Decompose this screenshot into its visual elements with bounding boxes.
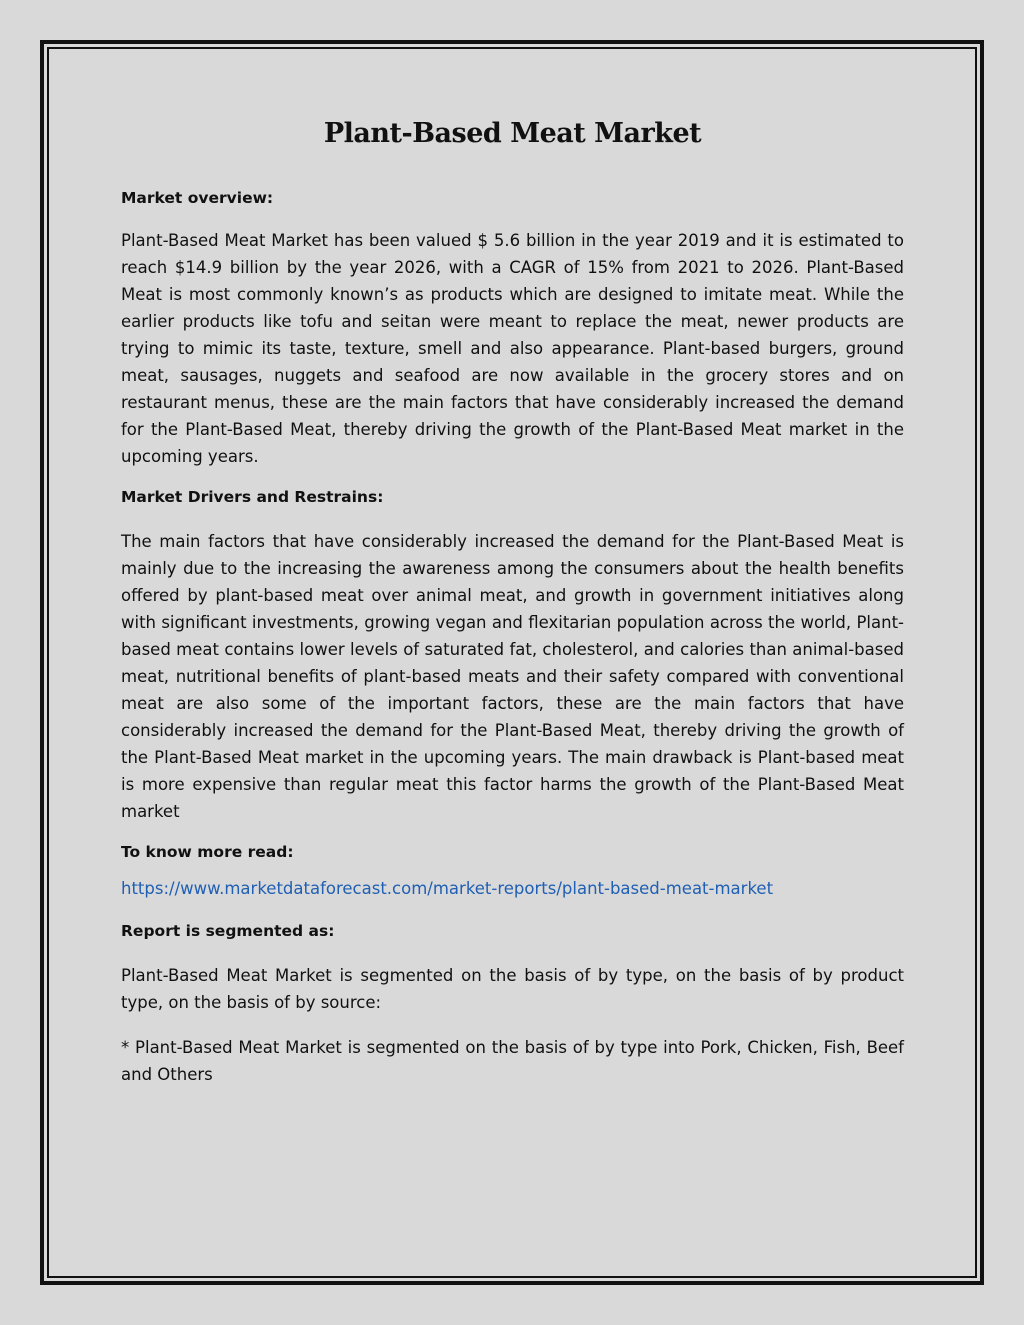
report-link[interactable]: https://www.marketdataforecast.com/market-reports/plant-based-meat-market <box>121 879 774 898</box>
section-heading-drivers: Market Drivers and Restrains: <box>121 488 384 506</box>
section-heading-segmentation: Report is segmented as: <box>121 922 335 940</box>
drivers-paragraph: The main factors that have considerably increased the demand for the Plant-Based Meat is mainly due to the increasing the awareness among the consumers about the health benefits offered by plant-based meat over animal meat, and growth in government initiatives along with significant investments, growing vegan and flexitarian population across the world, Plant-based meat contains lower levels of saturated fat, cholesterol, and calories than animal-based meat, nutritional benefits of plant-based meats and their safety compared with conventional meat are also some of the important factors, these are the main factors that have considerably increased the demand for the Plant-Based Meat, thereby driving the growth of the Plant-Based Meat market in the upcoming years. The main drawback is Plant-based meat is more expensive than regular meat this factor harms the growth of the Plant-Based Meat market <box>121 532 904 821</box>
section-heading-overview: Market overview: <box>121 189 274 207</box>
segmentation-bullet: * Plant-Based Meat Market is segmented on the basis of by type into Pork, Chicken, Fish, Beef and Others <box>121 1038 904 1084</box>
segmentation-paragraph: Plant-Based Meat Market is segmented on the basis of by type, on the basis of by product type, on the basis of by source: <box>121 966 904 1012</box>
document-body <box>121 118 904 1088</box>
overview-paragraph: Plant-Based Meat Market has been valued $ 5.6 billion in the year 2019 and it is estimated to reach $14.9 billion by the year 2026, with a CAGR of 15% from 2021 to 2026. Plant-Based Meat is most commonly known’s as products which are designed to imitate meat. While the earlier products like tofu and seitan were meant to replace the meat, newer products are trying to mimic its taste, texture, smell and also appearance. Plant-based burgers, ground meat, sausages, nuggets and seafood are now available in the grocery stores and on restaurant menus, these are the main factors that have considerably increased the demand for the Plant-Based Meat, thereby driving the growth of the Plant-Based Meat market in the upcoming years. <box>121 231 904 466</box>
document-title: Plant-Based Meat Market <box>323 118 702 149</box>
section-heading-know-more: To know more read: <box>121 843 294 861</box>
